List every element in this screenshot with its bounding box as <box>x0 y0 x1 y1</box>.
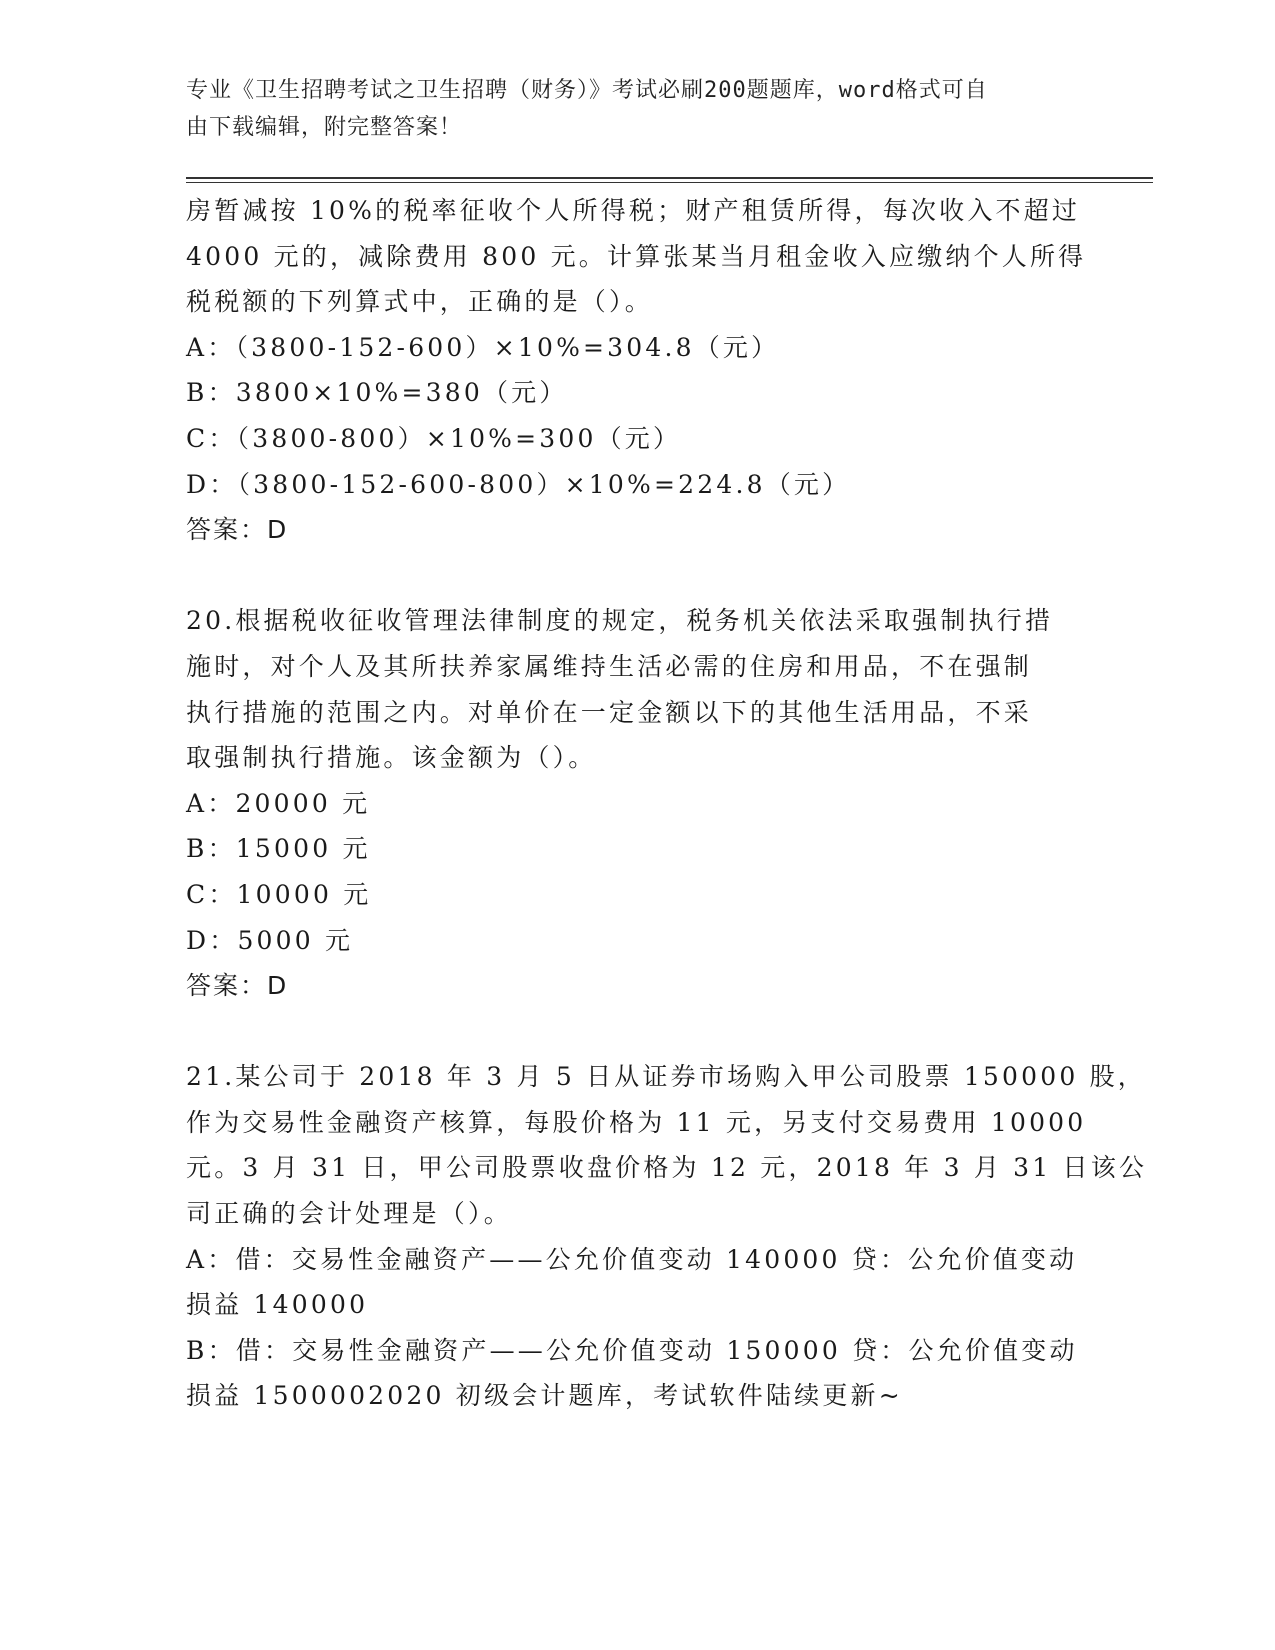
document-body <box>186 188 1148 1419</box>
question-text-line: 4000 元的，减除费用 800 元。计算张某当月租金收入应缴纳个人所得 <box>186 241 1087 271</box>
option-d: D：5000 元 <box>186 925 354 955</box>
option-d: D：（3800-152-600-800）×10%=224.8（元） <box>186 469 851 499</box>
option-b: B：3800×10%=380（元） <box>186 378 568 408</box>
header-divider-thick <box>186 177 1153 179</box>
option-a: A：借：交易性金融资产——公允价值变动 140000 贷：公允价值变动 <box>186 1244 1078 1274</box>
spacer <box>186 553 1086 599</box>
option-b: B：借：交易性金融资产——公允价值变动 150000 贷：公允价值变动 <box>186 1335 1078 1365</box>
option-b-continued: 损益 1500002020 初级会计题库，考试软件陆续更新~ <box>186 1381 903 1411</box>
question-text-line: 作为交易性金融资产核算，每股价格为 11 元，另支付交易费用 10000 <box>186 1107 1087 1137</box>
option-b: B：15000 元 <box>186 834 371 864</box>
question-text-line: 执行措施的范围之内。对单价在一定金额以下的其他生活用品，不采 <box>186 697 1033 727</box>
answer: 答案：D <box>186 515 289 545</box>
option-a: A：（3800-152-600）×10%=304.8（元） <box>186 332 780 362</box>
question-text-line: 房暂减按 10%的税率征收个人所得税；财产租赁所得，每次收入不超过 <box>186 196 1081 225</box>
header-divider-thin <box>186 182 1153 183</box>
question-text-line: 取强制执行措施。该金额为（）。 <box>186 743 597 773</box>
question-21 <box>186 1054 1148 1419</box>
question-text-line: 施时，对个人及其所扶养家属维持生活必需的住房和用品，不在强制 <box>186 651 1033 681</box>
question-19 <box>186 188 1086 553</box>
question-20 <box>186 598 1086 1008</box>
option-c: C：（3800-800）×10%=300（元） <box>186 423 682 453</box>
option-a: A：20000 元 <box>186 788 371 818</box>
question-text-line: 20.根据税收征收管理法律制度的规定，税务机关依法采取强制执行措 <box>186 606 1054 636</box>
header-line-2: 由下载编辑，附完整答案！ <box>186 115 463 140</box>
option-a-continued: 损益 140000 <box>186 1290 369 1320</box>
option-c: C：10000 元 <box>186 879 372 909</box>
question-text-line: 司正确的会计处理是（）。 <box>186 1199 512 1229</box>
answer: 答案：D <box>186 971 289 1001</box>
document-header <box>186 72 1066 146</box>
question-text-line: 21.某公司于 2018 年 3 月 5 日从证券市场购入甲公司股票 150000 股， <box>186 1062 1147 1092</box>
question-text-line: 税税额的下列算式中，正确的是（）。 <box>186 287 653 317</box>
header-line-1: 专业《卫生招聘考试之卫生招聘（财务）》考试必刷200题题库，word格式可自 <box>186 78 988 103</box>
question-text-line: 元。3 月 31 日，甲公司股票收盘价格为 12 元，2018 年 3 月 31 日该公 <box>186 1153 1148 1183</box>
spacer <box>186 1009 1086 1055</box>
